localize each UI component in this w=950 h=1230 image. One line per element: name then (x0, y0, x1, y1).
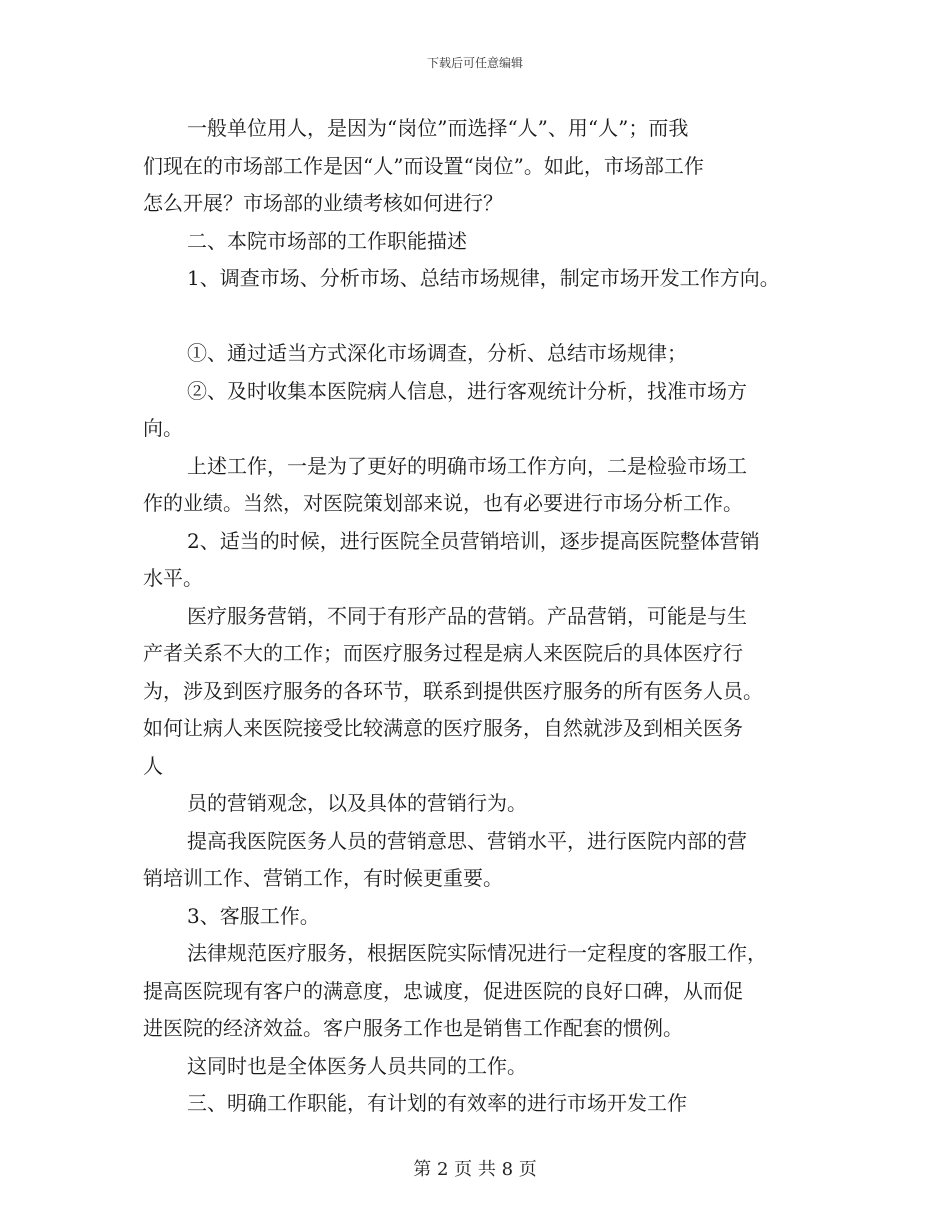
section-heading: 二、本院市场部的工作职能描述 (187, 228, 467, 253)
paragraph-line: 提高我医院医务人员的营销意思、营销水平，进行医院内部的营 (187, 828, 747, 853)
paragraph-line: 怎么开展？市场部的业绩考核如何进行？ (143, 191, 503, 215)
paragraph-line: 销培训工作、营销工作，有时候更重要。 (143, 866, 503, 890)
document-body (143, 110, 823, 1123)
paragraph-line: 法律规范医疗服务，根据医院实际情况进行一定程度的客服工作， (187, 941, 767, 965)
subsection-heading: 2、适当的时候，进行医院全员营销培训，逐步提高医院整体营销 (187, 528, 760, 553)
paragraph-line: 们现在的市场部工作是因“人”而设置“岗位”。如此，市场部工作 (143, 153, 704, 178)
paragraph-line: 产者关系不大的工作；而医疗服务过程是病人来医院后的具体医疗行 (143, 641, 743, 665)
paragraph-line: 向。 (143, 416, 183, 440)
paragraph-line: 水平。 (143, 566, 203, 590)
paragraph-line: 提高医院现有客户的满意度，忠诚度，促进医院的良好口碑，从而促 (143, 978, 743, 1003)
subsection-heading: 3、客服工作。 (187, 903, 320, 928)
section-heading: 三、明确工作职能，有计划的有效率的进行市场开发工作 (187, 1091, 687, 1115)
paragraph-line: ①、通过适当方式深化市场调查，分析、总结市场规律； (187, 341, 687, 365)
paragraph-line: 人 (143, 753, 163, 778)
paragraph-line: 为，涉及到医疗服务的各环节，联系到提供医疗服务的所有医务人员。 (143, 678, 763, 703)
paragraph-line: 进医院的经济效益。客户服务工作也是销售工作配套的惯例。 (143, 1016, 683, 1040)
page-header: 下载后可任意编辑 (426, 56, 523, 70)
paragraph-line: 医疗服务营销，不同于有形产品的营销。产品营销，可能是与生 (187, 603, 747, 628)
page-footer: 第 2 页 共 8 页 (413, 1159, 537, 1180)
paragraph-line: 作的业绩。当然，对医院策划部来说，也有必要进行市场分析工作。 (143, 491, 743, 515)
paragraph-line: 如何让病人来医院接受比较满意的医疗服务，自然就涉及到相关医务 (143, 716, 743, 740)
paragraph-line: 员的营销观念，以及具体的营销行为。 (187, 791, 527, 815)
blank-line (143, 298, 823, 336)
subsection-heading: 1、调查市场、分析市场、总结市场规律，制定市场开发工作方向。 (187, 266, 780, 290)
paragraph-line: 一般单位用人，是因为“岗位”而选择“人”、用“人”；而我 (187, 116, 689, 140)
paragraph-line: 上述工作，一是为了更好的明确市场工作方向，二是检验市场工 (187, 453, 747, 478)
paragraph-line: ②、及时收集本医院病人信息，进行客观统计分析，找准市场方 (187, 378, 747, 403)
paragraph-line: 这同时也是全体医务人员共同的工作。 (187, 1053, 527, 1078)
